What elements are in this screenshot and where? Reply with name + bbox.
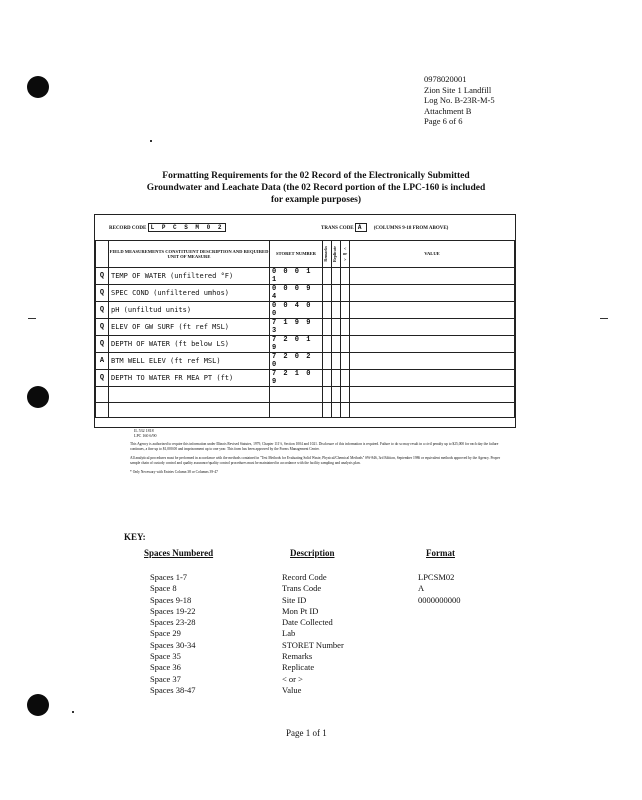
row-value <box>350 302 515 319</box>
row-flag: Q <box>96 302 109 319</box>
document-title <box>116 170 516 206</box>
list-item: STORET Number <box>282 639 344 650</box>
columns-note: (COLUMNS 9-18 FROM ABOVE) <box>373 226 449 231</box>
punch-hole-bottom <box>27 694 49 716</box>
row-flag: Q <box>96 285 109 302</box>
row-value <box>350 353 515 370</box>
row-storet: 7 2 0 1 9 <box>270 336 323 353</box>
trans-code-value: A <box>355 223 367 232</box>
form-id-line-2: LPC 160 6/90 <box>134 433 157 438</box>
list-item: Spaces 23-28 <box>150 617 196 628</box>
trans-code-row <box>321 223 448 232</box>
list-item: Spaces 30-34 <box>150 639 196 650</box>
list-item: Space 35 <box>150 651 181 662</box>
row-storet: 0 0 0 9 4 <box>270 285 323 302</box>
form-identifier <box>134 428 156 438</box>
title-line-1: Formatting Requirements for the 02 Record of the Electronically Submitted <box>162 171 470 181</box>
list-item: 0000000000 <box>418 594 461 605</box>
list-item: Trans Code <box>282 583 322 594</box>
row-storet: 7 2 1 0 9 <box>270 370 323 387</box>
record-code-label: RECORD CODE <box>109 226 147 231</box>
list-item: Site ID <box>282 594 307 605</box>
page-of-pages: Page 6 of 6 <box>424 116 463 126</box>
table-row <box>96 402 515 418</box>
key-header-format: Format <box>426 548 455 558</box>
document-header <box>424 74 495 127</box>
punch-hole-middle <box>27 386 49 408</box>
form-id-line-1: IL 532 1818 <box>134 428 154 433</box>
key-format-column <box>418 572 461 606</box>
trans-code-label: TRANS CODE <box>321 226 354 231</box>
scan-mark <box>150 140 152 142</box>
form-notes <box>130 442 505 475</box>
key-description-column <box>282 572 344 696</box>
list-item: Spaces 9-18 <box>150 594 192 605</box>
scan-mark <box>28 318 36 319</box>
list-item: LPCSM02 <box>418 572 455 582</box>
site-name: Zion Site 1 Landfill <box>424 84 492 95</box>
row-value <box>350 336 515 353</box>
row-parameter: pH (unfiltud units) <box>109 302 270 319</box>
replicate-column-header: Replicate <box>332 246 337 262</box>
list-item: Space 8 <box>150 583 177 594</box>
record-code-row <box>109 223 226 232</box>
row-storet: 0 0 0 1 1 <box>270 268 323 285</box>
row-parameter: DEPTH TO WATER FR MEA PT (ft) <box>109 370 270 387</box>
list-item: Space 37 <box>150 673 181 684</box>
scan-mark <box>72 711 74 713</box>
list-item: Space 36 <box>150 662 181 673</box>
storet-column-header: STORET NUMBER <box>270 241 323 268</box>
record-code-value: L P C S M 0 2 <box>148 223 227 232</box>
list-item: Date Collected <box>282 617 333 628</box>
row-storet: 7 2 0 2 0 <box>270 353 323 370</box>
row-value <box>350 370 515 387</box>
lpc160-form <box>94 214 516 428</box>
methods-note: All analytical procedures must be performed in accordance with the methods contained in "Test Methods for Evaluating Solid Waste, Physical/Chemical Methods" SW-846, 3rd Edition, September 1986 or equivalent methods approved by the Agency. Proper sample chain of custody control and quality assurance/quality control procedures must be maintained in accordance with the facility sampling and analysis plan. <box>130 456 501 465</box>
list-item: Mon Pt ID <box>282 605 319 616</box>
row-value <box>350 319 515 336</box>
row-flag: Q <box>96 370 109 387</box>
list-item: Space 29 <box>150 628 181 639</box>
list-item: Lab <box>282 628 296 639</box>
key-spaces-column <box>150 572 196 696</box>
value-column-header: VALUE <box>350 241 515 268</box>
list-item: < or > <box>282 673 303 684</box>
list-item: Value <box>282 684 302 695</box>
list-item: Spaces 19-22 <box>150 605 196 616</box>
title-line-2: Groundwater and Leachate Data (the 02 Record portion of the LPC-160 is included <box>146 183 486 193</box>
list-item: Replicate <box>282 662 315 673</box>
row-parameter: ELEV OF GW SURF (ft ref MSL) <box>109 319 270 336</box>
key-header-description: Description <box>290 548 335 558</box>
row-parameter: SPEC COND (unfiltered umhos) <box>109 285 270 302</box>
table-row <box>96 319 515 336</box>
table-row <box>96 353 515 370</box>
row-parameter: BTM WELL ELEV (ft ref MSL) <box>109 353 270 370</box>
row-value <box>350 285 515 302</box>
row-storet: 0 0 4 0 0 <box>270 302 323 319</box>
ltgt-column-header: < or > <box>341 241 350 268</box>
log-number: Log No. B-23R-M-5 <box>424 95 495 105</box>
row-flag: Q <box>96 336 109 353</box>
attachment-label: Attachment B <box>424 105 472 116</box>
doc-id: 0978020001 <box>424 74 467 84</box>
footnote: * Only Necessary with Entries Column 38 or Columns 39-47 <box>130 470 218 474</box>
row-parameter: TEMP OF WATER (unfiltered °F) <box>109 268 270 285</box>
remarks-column-header: Remarks <box>323 246 328 262</box>
table-row <box>96 336 515 353</box>
row-flag: Q <box>96 268 109 285</box>
list-item: Spaces 1-7 <box>150 572 188 582</box>
list-item: Spaces 38-47 <box>150 684 196 695</box>
list-item: Remarks <box>282 651 313 662</box>
table-row <box>96 302 515 319</box>
field-measurements-table <box>95 240 515 418</box>
row-flag: Q <box>96 319 109 336</box>
row-parameter: DEPTH OF WATER (ft below LS) <box>109 336 270 353</box>
row-value <box>350 268 515 285</box>
page-number: Page 1 of 1 <box>286 728 327 738</box>
param-column-header: FIELD MEASUREMENTS CONSTITUENT DESCRIPTION AND REQUIRED UNIT OF MEASURE <box>109 241 270 268</box>
authority-note: This Agency is authorized to require this information under Illinois Revised Statutes, 1979, Chapter 111½, Section 1004 and 1021. Disclosure of this information is required. Failure to do so may result in a civil penalty up to $25,000 for each day the failure continues, a fine up to $1,000.00 and imprisonment up to one year. This form has been approved by the Forms Management Center. <box>130 442 499 451</box>
title-line-3: for example purposes) <box>270 195 362 205</box>
table-row <box>96 268 515 285</box>
key-label: KEY: <box>124 532 146 542</box>
row-storet: 7 1 9 9 3 <box>270 319 323 336</box>
scan-mark <box>600 318 608 319</box>
list-item: A <box>418 583 425 594</box>
table-row <box>96 387 515 403</box>
list-item: Record Code <box>282 572 327 582</box>
key-header-spaces: Spaces Numbered <box>144 548 214 558</box>
table-row <box>96 285 515 302</box>
punch-hole-top <box>27 76 49 98</box>
row-flag: A <box>96 353 109 370</box>
table-row <box>96 370 515 387</box>
